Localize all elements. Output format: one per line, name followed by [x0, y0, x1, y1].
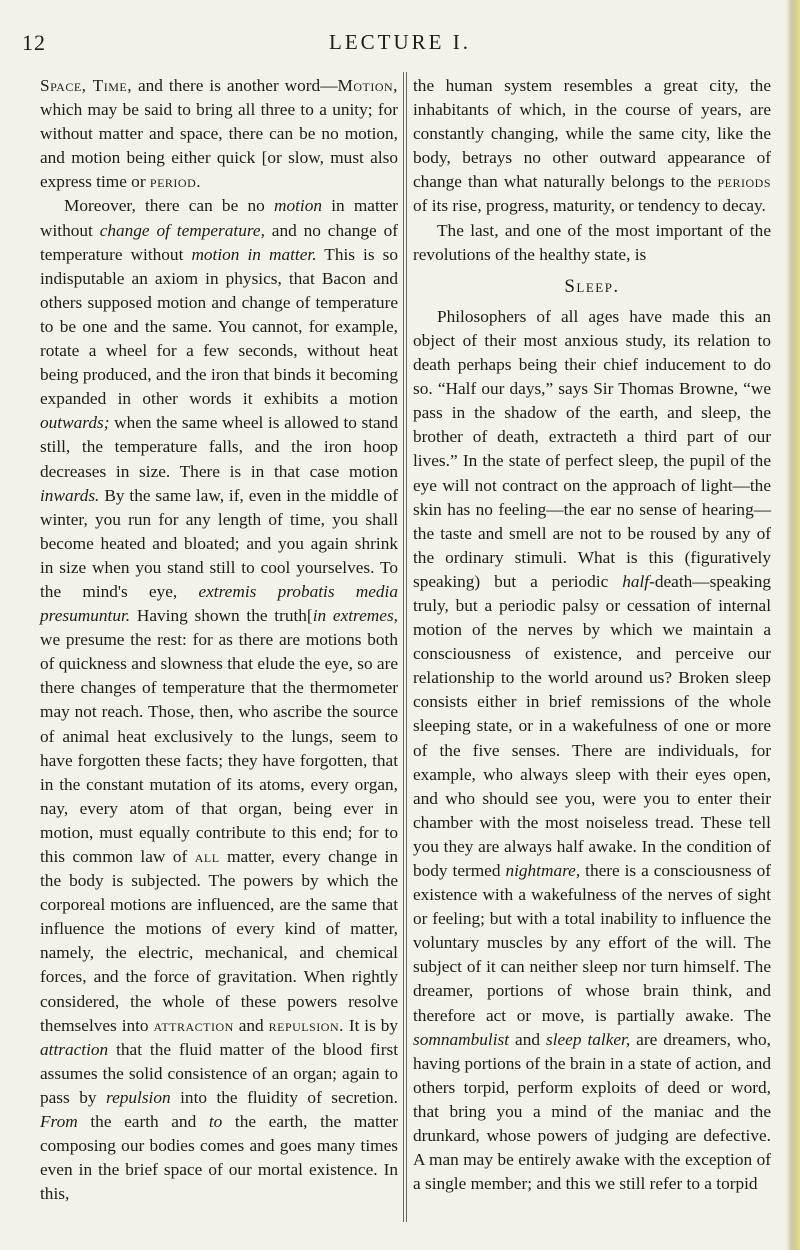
italic-text: repulsion — [106, 1087, 171, 1107]
paragraph — [40, 74, 398, 194]
text-run: when the same wheel is allowed to stand still, the temperature falls, and the iron hoop decreases in size. There is in that case motion — [40, 413, 398, 481]
text-run: By the same law, if, even in the middle of winter, you run for any length of time, you shall become heated and bloated; and you again shrink in size when you stand still to cool yourselves. To the mind's eye, — [40, 485, 398, 601]
text-run: This is so indisputable an axiom in physics, that Bacon and others supposed motion and change of temperature to be one and the same. You cannot, for example, rotate a wheel for a few seconds, without heat being produced, and the iron that binds it becoming expanded in other words it exhibits a motion — [40, 244, 398, 409]
text-run: and there is another word— — [132, 76, 338, 95]
italic-text: motion in matter. — [191, 244, 317, 264]
page-header — [0, 20, 800, 60]
text-run: It is by — [343, 1015, 399, 1035]
paragraph — [413, 305, 771, 1196]
text-run: the earth and — [77, 1112, 209, 1132]
italic-text: nightmare, — [505, 861, 581, 880]
left-column — [40, 74, 398, 1206]
italic-text: half — [622, 571, 650, 591]
text-run: -death—speaking truly, but a periodic palsy or cessation of internal motion of the nerves by which we maintain a consciousness of existence, and perceive our relationship to the world around us? Broken sleep consists either in brief remissions of the whole sleeping state, or in a wakefulness of one or more of the five senses. There are individuals, for example, who always sleep with their eyes open, and who should see you, were you to enter their chamber with the most noiseless tread. These tell you they are always half awake. In the condition of body termed — [413, 571, 771, 880]
running-head: LECTURE I. — [329, 30, 471, 54]
paragraph — [413, 74, 771, 219]
text-run: we presume the rest: for as there are motions both of quickness and slowness that elude the eye, so are there changes of temperature that the thermometer may not reach. Those, then, who ascribe the source of animal heat exclusively to the lungs, seem to have forgotten these facts; they have forgotten, that in the constant mutation of its atoms, every organ, nay, every atom of that organ, being ever in motion, must equally contribute to this end; for to this common law of — [40, 630, 399, 866]
text-run: matter, every change in the body is subjected. The powers by which the corporeal motions are influenced, are the same that influence the motions of every kind of matter, namely, the electric, mechanical, and chemical forces, and the force of gravitation. When rightly considered, the whole of these powers resolve themselves into — [40, 847, 398, 1035]
page-edge — [786, 0, 800, 1250]
text-run: of its rise, progress, maturity, or tendency to decay. — [413, 196, 766, 216]
small-caps-text: all — [194, 847, 220, 866]
small-caps-text: repulsion. — [268, 1015, 344, 1035]
small-caps-text: period. — [149, 172, 202, 192]
text-run: that the fluid matter of the blood first assumes the solid consistence of an organ; again to pass by — [40, 1039, 398, 1107]
italic-text: in extremes, — [312, 606, 398, 626]
paragraph — [40, 194, 398, 1206]
italic-text: to — [208, 1112, 223, 1132]
column-divider — [406, 72, 407, 1222]
text-run: in matter without — [40, 196, 398, 240]
small-caps-text: Motion, — [337, 76, 398, 95]
italic-text: somnambulist — [413, 1029, 510, 1049]
italic-text: inwards. — [40, 485, 100, 505]
column-divider — [403, 72, 404, 1222]
small-caps-text: Space, Time, — [40, 76, 133, 95]
text-run: and no change of temperature without — [40, 220, 398, 264]
text-run: Philosophers of all ages have made this an object of their most anxious study, its relation to death perhaps being their chief inducement to do so. “Half our days,” says Sir Thomas Browne, “we pass in the shadow of the earth, and sleep, the brother of death, extracteth a third part of our lives.” In the state of perfect sleep, the pupil of the eye will not contract on the approach of light—the skin has no feeling—the ear no sense of hearing—the taste and smell are not to be roused by any of the ordinary stimuli. What is this (figuratively speaking) but a periodic — [413, 306, 771, 591]
text-run: and — [233, 1015, 269, 1035]
italic-text: attraction — [40, 1039, 109, 1059]
text-run: Having shown the truth[ — [130, 606, 313, 626]
italic-text: motion — [273, 196, 322, 216]
text-run: and — [509, 1029, 546, 1049]
italic-text: change of temperature, — [99, 220, 265, 240]
italic-text: outwards; — [40, 413, 110, 433]
text-run: the earth, the matter composing our bodies comes and goes many times even in the brief space of our mortal existence. In this, — [40, 1112, 398, 1204]
paragraph: The last, and one of the most important of the revolutions of the healthy state, is — [413, 220, 771, 264]
italic-text: extremis probatis media presumuntur. — [40, 581, 399, 626]
italic-text: From — [40, 1112, 78, 1132]
text-run: there is a consciousness of existence with a wakefulness of the nerves of sight or feeling; but with a total inability to influence the voluntary muscles by any effort of the will. The subject of it can neither sleep nor turn himself. The dreamer, portions of whose brain think, and therefore act or move, is partially awake. The — [413, 861, 771, 1025]
right-column — [413, 74, 771, 1196]
small-caps-text: attraction — [153, 1015, 234, 1035]
italic-text: sleep talker, — [545, 1029, 631, 1049]
small-caps-text: periods — [717, 172, 771, 192]
text-run: which may be said to bring all three to a unity; for without matter and space, there can be no motion, and motion being either quick [or slow, must also express time or — [40, 100, 398, 192]
text-run: are dreamers, who, having portions of the brain in a state of action, and others torpid, perform exploits of deed or word, that bring you a mind of the maniac and the drunkard, whose powers of judging are defective. A man may be entirely awake with the exception of a single member; and this we still refer to a torpid — [413, 1029, 771, 1194]
text-run: into the fluidity of secretion. — [170, 1087, 398, 1107]
section-heading: Sleep. — [564, 275, 620, 297]
page-number: 12 — [22, 30, 46, 55]
text-run: Moreover, there can be no — [64, 196, 274, 216]
text-run: the human system resembles a great city, the inhabitants of which, in the course of years, are constantly changing, while the same city, like the body, betrays no other outward appearance of change than what naturally belongs to the — [413, 76, 771, 192]
